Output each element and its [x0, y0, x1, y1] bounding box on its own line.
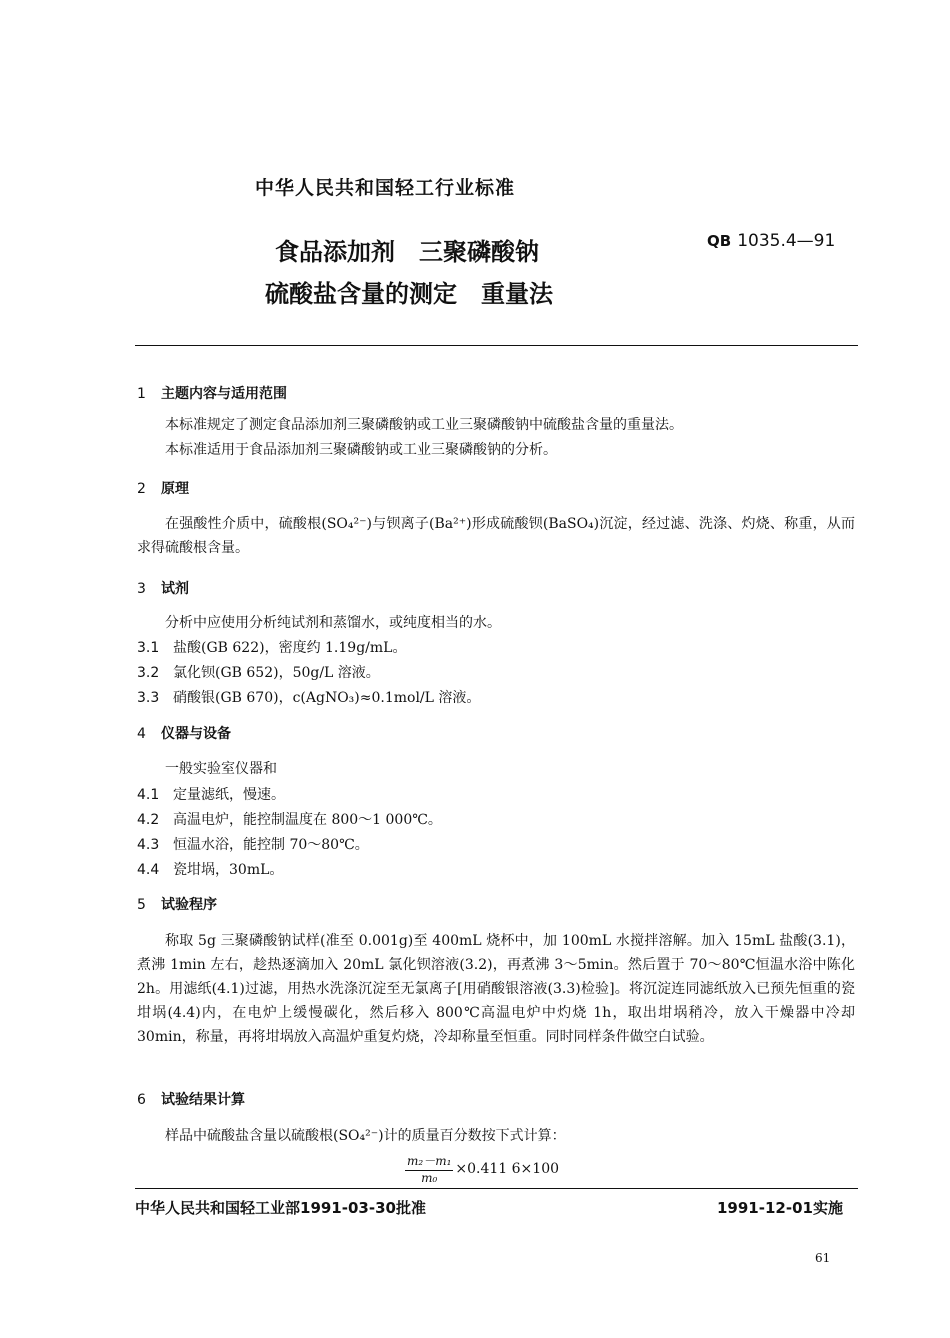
section-2-paragraph: 在强酸性介质中，硫酸根(SO₄²⁻)与钡离子(Ba²⁺)形成硫酸钡(BaSO₄)沉淀，经过滤、洗涤、灼烧、称重，从而求得硫酸根含量。	[137, 516, 855, 556]
item-text: 硝酸银(GB 670)，c(AgNO₃)≈0.1mol/L 溶液。	[173, 690, 481, 706]
list-item	[137, 637, 406, 657]
section-1-paragraph-2: 本标准适用于食品添加剂三聚磷酸钠或工业三聚磷酸钠的分析。	[165, 442, 557, 458]
section-title: 原理	[161, 481, 189, 497]
item-text: 定量滤纸，慢速。	[173, 787, 285, 803]
list-item	[137, 784, 285, 804]
section-title: 试剂	[161, 581, 189, 597]
page-number: 61	[815, 1251, 831, 1265]
item-text: 高温电炉，能控制温度在 800～1 000℃。	[173, 812, 442, 828]
section-title: 仪器与设备	[161, 726, 231, 742]
item-number: 4.1	[137, 787, 160, 803]
header-divider	[135, 345, 858, 346]
section-2-heading	[137, 478, 189, 498]
section-title: 试验结果计算	[161, 1092, 245, 1108]
item-text: 氯化钡(GB 652)，50g/L 溶液。	[173, 665, 380, 681]
section-4-heading	[137, 723, 231, 743]
item-number: 4.4	[137, 862, 160, 878]
section-3-paragraph: 分析中应使用分析纯试剂和蒸馏水，或纯度相当的水。	[165, 615, 501, 631]
section-1-heading	[137, 383, 287, 403]
item-text: 盐酸(GB 622)，密度约 1.19g/mL。	[173, 640, 407, 656]
list-item	[137, 859, 283, 879]
footer-divider	[135, 1188, 858, 1189]
section-number: 5	[137, 897, 146, 913]
item-number: 3.1	[137, 640, 160, 656]
item-number: 3.2	[137, 665, 160, 681]
approval-date: 中华人民共和国轻工业部1991-03-30批准	[135, 1199, 426, 1217]
section-number: 3	[137, 581, 146, 597]
implementation-date: 1991-12-01实施	[717, 1199, 843, 1217]
formula-multiplier: ×0.411 6×100	[455, 1160, 560, 1177]
formula-denominator: m₀	[421, 1171, 438, 1185]
item-text: 瓷坩埚，30mL。	[173, 862, 284, 878]
section-number: 6	[137, 1092, 146, 1108]
calculation-formula	[405, 1152, 559, 1185]
standard-code	[707, 231, 835, 251]
section-title: 试验程序	[161, 897, 217, 913]
section-5-paragraph: 称取 5g 三聚磷酸钠试样(准至 0.001g)至 400mL 烧杯中，加 100mL 水搅拌溶解。加入 15mL 盐酸(3.1)，煮沸 1min 左右，趁热逐滴加入 20mL 氯化钡溶液(3.2)，再煮沸 3～5min。然后置于 70～80℃恒温水浴中陈化 2h。用滤纸(4.1)过滤，用热水洗涤沉淀至无氯离子[用硝酸银溶液(3.3)检验]。将沉淀连同滤纸放入已预先恒重的瓷坩埚(4.4)内，在电炉上缓慢碳化，然后移入 800℃高温电炉中灼烧 1h，取出坩埚稍冷，放入干燥器中冷却 30min，称量，再将坩埚放入高温炉重复灼烧，冷却称量至恒重。同时同样条件做空白试验。	[137, 933, 855, 1045]
section-6-heading	[137, 1089, 245, 1109]
section-number: 4	[137, 726, 146, 742]
list-item	[137, 809, 442, 829]
item-number: 4.2	[137, 812, 160, 828]
section-5-heading	[137, 894, 217, 914]
document-title-line1: 食品添加剂 三聚磷酸钠	[275, 238, 539, 266]
section-title: 主题内容与适用范围	[161, 386, 287, 402]
formula-fraction	[405, 1152, 453, 1185]
standard-code-prefix: QB	[707, 232, 732, 250]
section-3-heading	[137, 578, 189, 598]
formula-numerator: m₂－m₁	[405, 1152, 453, 1171]
item-text: 恒温水浴，能控制 70～80℃。	[173, 837, 369, 853]
item-number: 4.3	[137, 837, 160, 853]
issuing-organization: 中华人民共和国轻工行业标准	[255, 177, 516, 199]
standard-code-number: 1035.4—91	[737, 231, 836, 251]
list-item	[137, 834, 369, 854]
section-4-paragraph: 一般实验室仪器和	[165, 761, 277, 777]
section-1-paragraph-1: 本标准规定了测定食品添加剂三聚磷酸钠或工业三聚磷酸钠中硫酸盐含量的重量法。	[165, 417, 683, 433]
section-number: 2	[137, 481, 146, 497]
section-number: 1	[137, 386, 146, 402]
section-6-paragraph: 样品中硫酸盐含量以硫酸根(SO₄²⁻)计的质量百分数按下式计算：	[165, 1128, 566, 1144]
list-item	[137, 662, 380, 682]
list-item	[137, 687, 480, 707]
item-number: 3.3	[137, 690, 160, 706]
document-title-line2: 硫酸盐含量的测定 重量法	[265, 280, 553, 308]
